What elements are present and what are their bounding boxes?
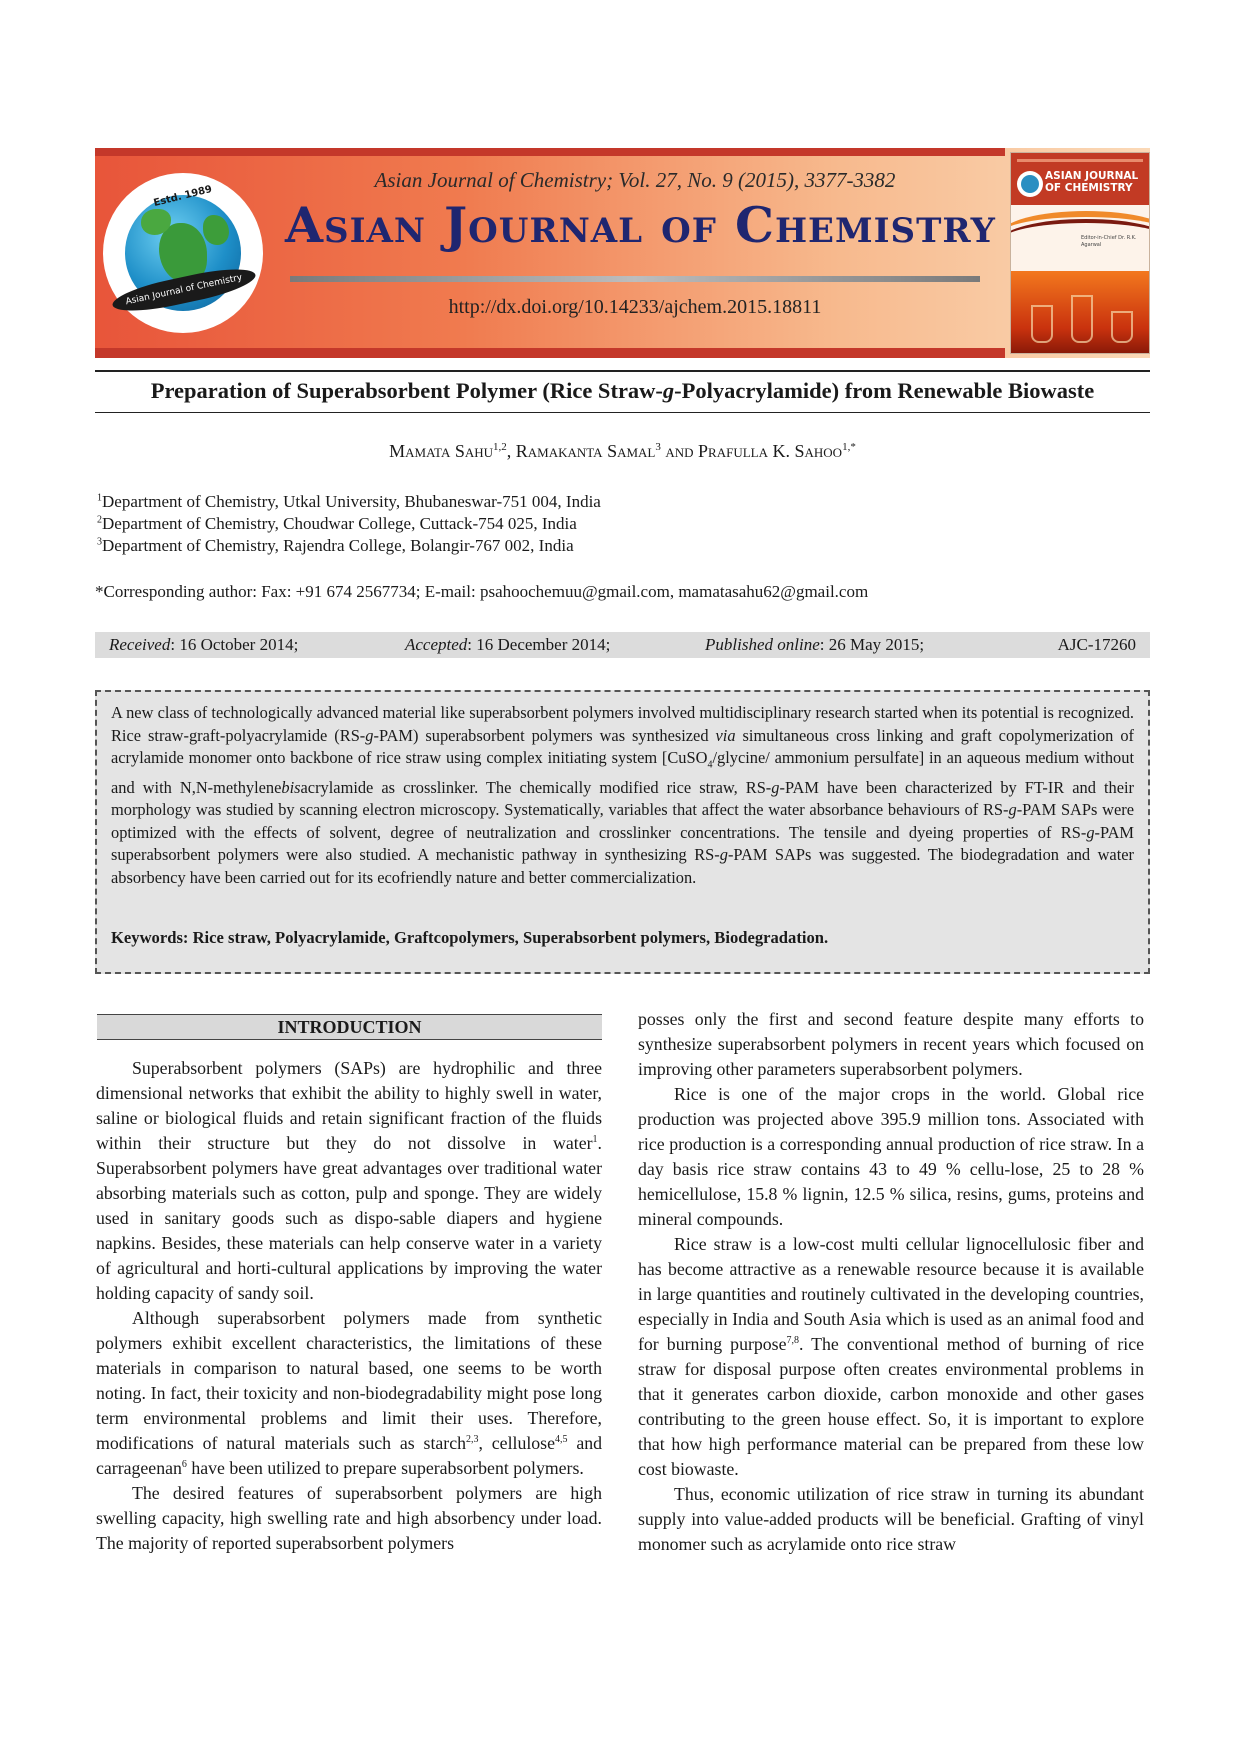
paragraph: Rice is one of the major crops in the world. Global rice production was projected above 395.9 million tons. Associated with rice production is a corresponding annual production of rice straw. In a day basis rice straw contains 43 to 49 % cellu-lose, 25 to 28 % hemicellulose, 15.8 % lignin, 12.5 % silica, resins, gums, proteins and mineral compounds. (638, 1084, 1144, 1229)
title-rule-bottom (95, 412, 1150, 413)
journal-cover-thumbnail (1010, 152, 1150, 354)
paragraph: Superabsorbent polymers (SAPs) are hydrophilic and three dimensional networks that exhibit the ability to highly swell in water, saline or biological fluids and retain significant fraction of the fluids within their structure but they do not dissolve in water$^1$. Superabsorbent polymers have great advantages over traditional water absorbing materials such as cotton, pulp and sponge. They are widely used in sanitary goods such as dispo-sable diapers and hygiene napkins. Besides, these materials can help conserve water in a variety of agricultural and horti-cultural applications by improving the water holding capacity of sandy soil. (96, 1058, 602, 1303)
affiliation: $^2$Department of Chemistry, Choudwar College, Cuttack-754 025, India (97, 514, 577, 533)
paragraph: The desired features of superabsorbent polymers are high swelling capacity, high swelling rate and high absorbency under load. The majority of reported superabsorbent polymers (96, 1483, 602, 1553)
affiliation: $^1$Department of Chemistry, Utkal University, Bhubaneswar-751 004, India (97, 492, 601, 511)
paragraph: Although superabsorbent polymers made from synthetic polymers exhibit excellent characteristics, the limitations of these materials in comparison to natural based, one seems to be worth noting. In fact, their toxicity and non-biodegradability might pose long term environmental problems and limit their uses. Therefore, modifications of natural materials such as starch$^{2,3}$, cellulose$^{4,5}$ and carrageenan$^6$ have been utilized to prepare superabsorbent polymers. (96, 1308, 602, 1478)
cover-logo-icon (1017, 171, 1043, 197)
abstract-box (95, 690, 1150, 974)
published-date: Published online : 26 May 2015; (705, 635, 925, 654)
journal-logo (103, 173, 263, 333)
paragraph: posses only the first and second feature despite many efforts to synthesize superabsorbent polymers in recent years which focused on improving other parameters superabsorbent polymers. (638, 1009, 1144, 1079)
journal-name: Asian Journal of Chemistry (285, 196, 996, 254)
accepted-date: Accepted : 16 December 2014; (405, 635, 611, 654)
author-list: Mamata Sahu$^{1,2}$, Ramakanta Samal$^3$ and Prafulla K. Sahoo$^{1,*}$ (389, 441, 856, 461)
received-date: Received : 16 October 2014; (109, 635, 299, 654)
author-name: Ramakanta Samal (515, 441, 656, 461)
paragraph: Thus, economic utilization of rice straw in turning its abundant supply into value-added products will be beneficial. Grafting of vinyl monomer such as acrylamide onto rice straw (638, 1484, 1144, 1554)
banner-stripe-top (95, 148, 1005, 156)
keywords: Keywords: Rice straw, Polyacrylamide, Graftcopolymers, Superabsorbent polymers, Biodegradation. (111, 928, 829, 947)
logo-estd-text: Estd. 1989 (152, 183, 214, 210)
abstract-text: A new class of technologically advanced material like superabsorbent polymers involved multidisciplinary research started when its potential is recognized. Rice straw-graft-polyacrylamide (RS-g-PAM) superabsorbent polymers was synthesized via simultaneous cross linking and graft copolymerization of acrylamide monomer onto backbone of rice straw using complex initiating system [CuSO$_4$/glycine/ ammonium persulfate] in an aqueous medium without and with N,N-methylenebisacrylamide as crosslinker. The chemically modified rice straw, RS-g-PAM have been characterized by FT-IR and their morphology was studied by scanning electron microscopy. Systematically, variables that affect the water absorbance behaviours of RS-g-PAM SAPs were optimized with the effects of solvent, degree of neutralization and crosslinker concentrations. The tensile and dyeing properties of RS-g-PAM superabsorbent polymers were also studied. A mechanistic pathway in synthesizing RS-g-PAM SAPs was suggested. The biodegradation and water absorbency have been carried out for its ecofriendly nature and better commercialization. (111, 703, 1135, 887)
cover-title: ASIAN JOURNAL OF CHEMISTRY (1045, 170, 1139, 194)
author-name: Mamata Sahu (389, 441, 494, 461)
article-title: Preparation of Superabsorbent Polymer (Rice Straw-g-Polyacrylamide) from Renewable Biowaste (150, 378, 1095, 403)
section-heading-introduction: INTRODUCTION (97, 1014, 602, 1040)
right-column (638, 1007, 1144, 1557)
banner-stripe-bottom (95, 348, 1005, 358)
title-rule-top (95, 370, 1150, 372)
affiliation: $^3$Department of Chemistry, Rajendra College, Bolangir-767 002, India (97, 536, 574, 555)
journal-citation: Asian Journal of Chemistry; Vol. 27, No. 9 (2015), 3377-3382 (374, 168, 896, 192)
cover-flask-photo (1011, 271, 1149, 353)
logo-band-text: Asian Journal of Chemistry (110, 262, 258, 318)
dates-bar (95, 632, 1150, 658)
article-id: AJC-17260 (1057, 635, 1136, 654)
doi-link[interactable]: http://dx.doi.org/10.14233/ajchem.2015.18811 (448, 296, 822, 318)
journal-banner (95, 148, 1150, 358)
left-column (96, 1056, 602, 1556)
cover-editor: Editor-in-Chief Dr. R.K. Agarwal (1081, 235, 1137, 248)
author-name: Prafulla K. Sahoo (698, 441, 843, 461)
paragraph: Rice straw is a low-cost multi cellular lignocellulosic fiber and has become attractive as a renewable resource because it is available in large quantities and routinely cultivated in the developing countries, especially in India and South Asia which is used as an animal food and for burning purpose$^{7,8}$. The conventional method of burning of rice straw for disposal purpose often creates environmental problems in that it generates carbon dioxide, carbon monoxide and other gases contributing to the green house effect. So, it is important to explore that how high performance material can be prepared from these low cost biowaste. (638, 1234, 1144, 1479)
corresponding-author: *Corresponding author: Fax: +91 674 2567734; E-mail: psahoochemuu@gmail.com, mamatasahu62@gmail.com (95, 582, 869, 601)
banner-divider (290, 276, 980, 282)
